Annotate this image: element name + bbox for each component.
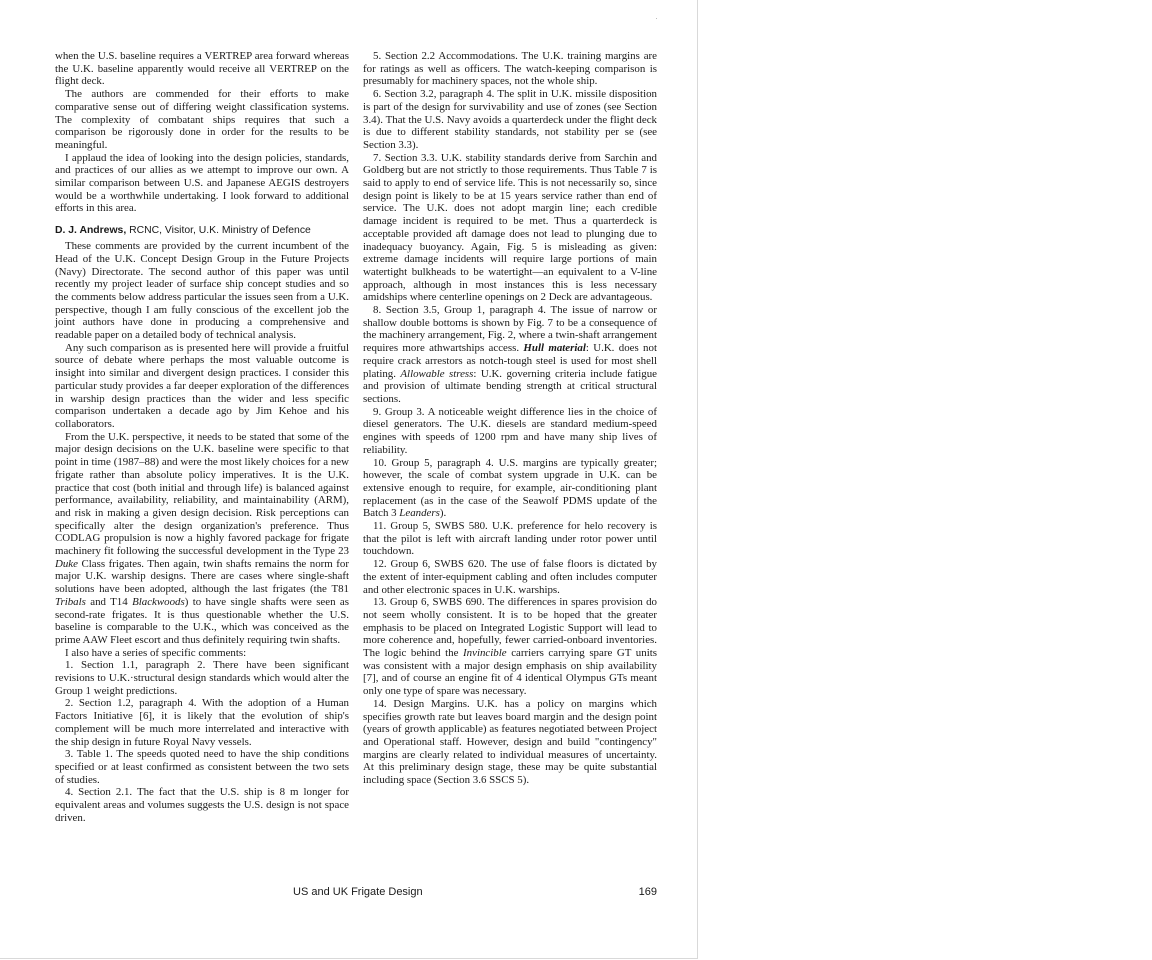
paragraph (55, 431, 349, 647)
paragraph: The authors are commended for their efforts to make comparative sense out of differing weight classification systems. The complexity of combatant ships requires that such a comparison be rigorously done in order for the results to be meaningful. (55, 88, 349, 151)
text-run: : U.K. governing criteria include fatigue and provision of ultimate bending strength at critical structural sections. (363, 367, 657, 405)
comment-item: 2. Section 1.2, paragraph 4. With the adoption of a Human Factors Initiative [6], it is likely that the evolution of ship's complement will be much more interrelated and interactive with the ship design in future Royal Navy vessels. (55, 697, 349, 748)
ship-class-name: Duke (55, 557, 78, 570)
comment-item: 7. Section 3.3. U.K. stability standards derive from Sarchin and Goldberg but are not strictly to those requirements. Thus Table 7 is said to apply to end of service life. This is not necessarily so, since design point is likely to be at 15 years service rather than end of service. The U.K. does not adopt margin line; each credible damage incident is required to be met. Thus a quarterdeck is acceptable provided aft damage does not lead to plunging due to inadequacy buoyancy. Again, Fig. 5 is misleading as given: extreme damage incidents will require large portions of main watertight bulkheads to be watertight—an equivalent to a V-line approach, although in most instances this is less necessary amidships where centerline openings on 2 Deck are advantageous. (363, 151, 657, 304)
run-in-term: Hull material (523, 342, 586, 355)
text-run: ). (439, 507, 447, 520)
comment-item: 14. Design Margins. U.K. has a policy on margins which specifies growth rate but leaves board margin and the design point (years of growth applicable) as features negotiated between Project and Operational staff. However, design and build "contingency" margins are clearly related to individual measures of uncertainty. At this preliminary design stage, these may be quite substantial including space (Section 3.6 SSCS 5). (363, 697, 657, 787)
left-column (55, 50, 349, 824)
text-run: 10. Group 5, paragraph 4. U.S. margins are typically greater; however, the scale of combat system upgrade in U.K. can be extensive enough to require, for example, air-conditioning plant replacement (as in the case of the Seawolf PDMS update of the Batch 3 (363, 456, 657, 520)
comment-item: 12. Group 6, SWBS 620. The use of false floors is dictated by the extent of inter-equipment cabling and often includes computer and other electronic spaces in U.K. warships. (363, 558, 657, 596)
paragraph: when the U.S. baseline requires a VERTREP area forward whereas the U.K. baseline apparently would receive all VERTREP on the flight deck. (55, 50, 349, 88)
comment-item: 6. Section 3.2, paragraph 4. The split in U.K. missile disposition is part of the design for survivability and use of zones (see Section 3.4). That the U.S. Navy avoids a quarterdeck under the flight deck is due to different stability standards, not stability per se (see Section 3.3). (363, 88, 657, 151)
page-number: 169 (638, 886, 657, 898)
comment-item: 5. Section 2.2 Accommodations. The U.K. training margins are for ratings as well as officers. The watch-keeping comparison is presumably for machinery spaces, not the whole ship. (363, 50, 657, 88)
text-run: 8. Section 3.5, Group 1, paragraph 4. The issue of narrow or shallow double bottoms is shown by Fig. 7 to be a consequence of the machinery arrangement, Fig. 2, where a twin-shaft arrangement requires more athwartships access. (363, 304, 657, 355)
text-run: ) to have single shafts were seen as second-rate frigates. It is thus questionable whether the U.S. baseline is comparable to the U.K., which was conceived as the prime AAW Fleet escort and thus definitely requiring twin shafts. (55, 595, 349, 646)
right-column (363, 50, 657, 787)
text-run: From the U.K. perspective, it needs to be stated that some of the major design decisions on the U.K. baseline were specific to that point in time (1987–88) and were the most likely choices for a new frigate rather than absolute policy imperatives. It is the U.K. practice that cost (both initial and through life) is balanced against performance, availability, reliability, and maintainability (ARM), and risk in making a given design decision. Risk perceptions can specifically alter the design organization's preference. Thus CODLAG propulsion is now a highly favored package for frigate machinery fit following the successful development in the Type 23 (55, 430, 349, 558)
comment-item: 11. Group 5, SWBS 580. U.K. preference for helo recovery is that the pilot is left with aircraft landing under rotor power until touchdown. (363, 520, 657, 558)
text-run: 13. Group 6, SWBS 690. The differences in spares provision do not seem wholly consistent. It is to be hoped that the greater emphasis to be placed on Integrated Logistic Support will lead to more coherence and, hopefully, fewer carried-onboard inventories. The logic behind the (363, 596, 657, 660)
discussant-heading (55, 224, 349, 237)
discussant-name: D. J. Andrews, (55, 225, 127, 237)
paragraph: Any such comparison as is presented here will provide a fruitful source of debate where perhaps the most valuable outcome is insight into similar and divergent design practices. I consider this particular study provides a far deeper exploration of the differences in warship design practices than the wider and less specific comparison undertaken a decade ago by Jim Kehoe and his collaborators. (55, 341, 349, 430)
ship-class-name: Leanders (399, 507, 440, 520)
discussant-affiliation: RCNC, Visitor, U.K. Ministry of Defence (126, 225, 311, 237)
scan-speck (656, 18, 657, 19)
paragraph: I applaud the idea of looking into the design policies, standards, and practices of our allies as we attempt to improve our own. A similar comparison between U.S. and Japanese AEGIS destroyers would be a worthwhile undertaking. I look forward to additional efforts in this area. (55, 151, 349, 215)
ship-class-name: Invincible (463, 647, 507, 660)
page-footer (55, 886, 657, 902)
comment-item (363, 304, 657, 406)
comment-item: 9. Group 3. A noticeable weight difference lies in the choice of diesel generators. The U.K. diesels are standard medium-speed engines with speeds of 1200 rpm and have many ship lives of reliability. (363, 405, 657, 456)
text-run: carriers carrying spare GT units was consistent with a major design emphasis on ship availability [7], and of course an engine fit of 4 identical Olympus GTs meant only one type of spare was necessary. (363, 647, 657, 698)
text-run: : U.K. does not require crack arrestors as notch-tough steel is used for most shell plating. (363, 342, 657, 380)
ship-class-name: Tribals (55, 595, 86, 608)
ship-class-name: Blackwoods (132, 595, 185, 608)
comment-item: 1. Section 1.1, paragraph 2. There have been significant revisions to U.K.·structural design standards which would alter the Group 1 weight predictions. (55, 659, 349, 697)
paragraph: I also have a series of specific comments: (65, 646, 247, 659)
comment-item (363, 596, 657, 698)
comment-item: 3. Table 1. The speeds quoted need to have the ship conditions specified or at least confirmed as consistent between the two sets of studies. (55, 748, 349, 786)
text-run: Class frigates. Then again, twin shafts remains the norm for major U.K. warship designs. There are cases where single-shaft solutions have been adopted, although the last frigates (the T81 (55, 557, 349, 596)
paragraph: These comments are provided by the current incumbent of the Head of the U.K. Concept Design Group in the Future Projects (Navy) Directorate. The second author of this paper was until recently my project leader of surface ship concept studies and so the comments below address particular the issues seen from a U.K. perspective, though I am fully conscious of the excellent job the joint authors have done in producing a comprehensive and readable paper on a detailed body of technical analysis. (55, 240, 349, 342)
run-in-term: Allowable stress (400, 367, 474, 380)
text-run: and T14 (85, 595, 133, 608)
comment-item: 4. Section 2.1. The fact that the U.S. ship is 8 m longer for equivalent areas and volumes suggests the U.S. design is not space driven. (55, 786, 349, 824)
comment-item (363, 457, 657, 521)
running-title: US and UK Frigate Design (293, 886, 423, 898)
